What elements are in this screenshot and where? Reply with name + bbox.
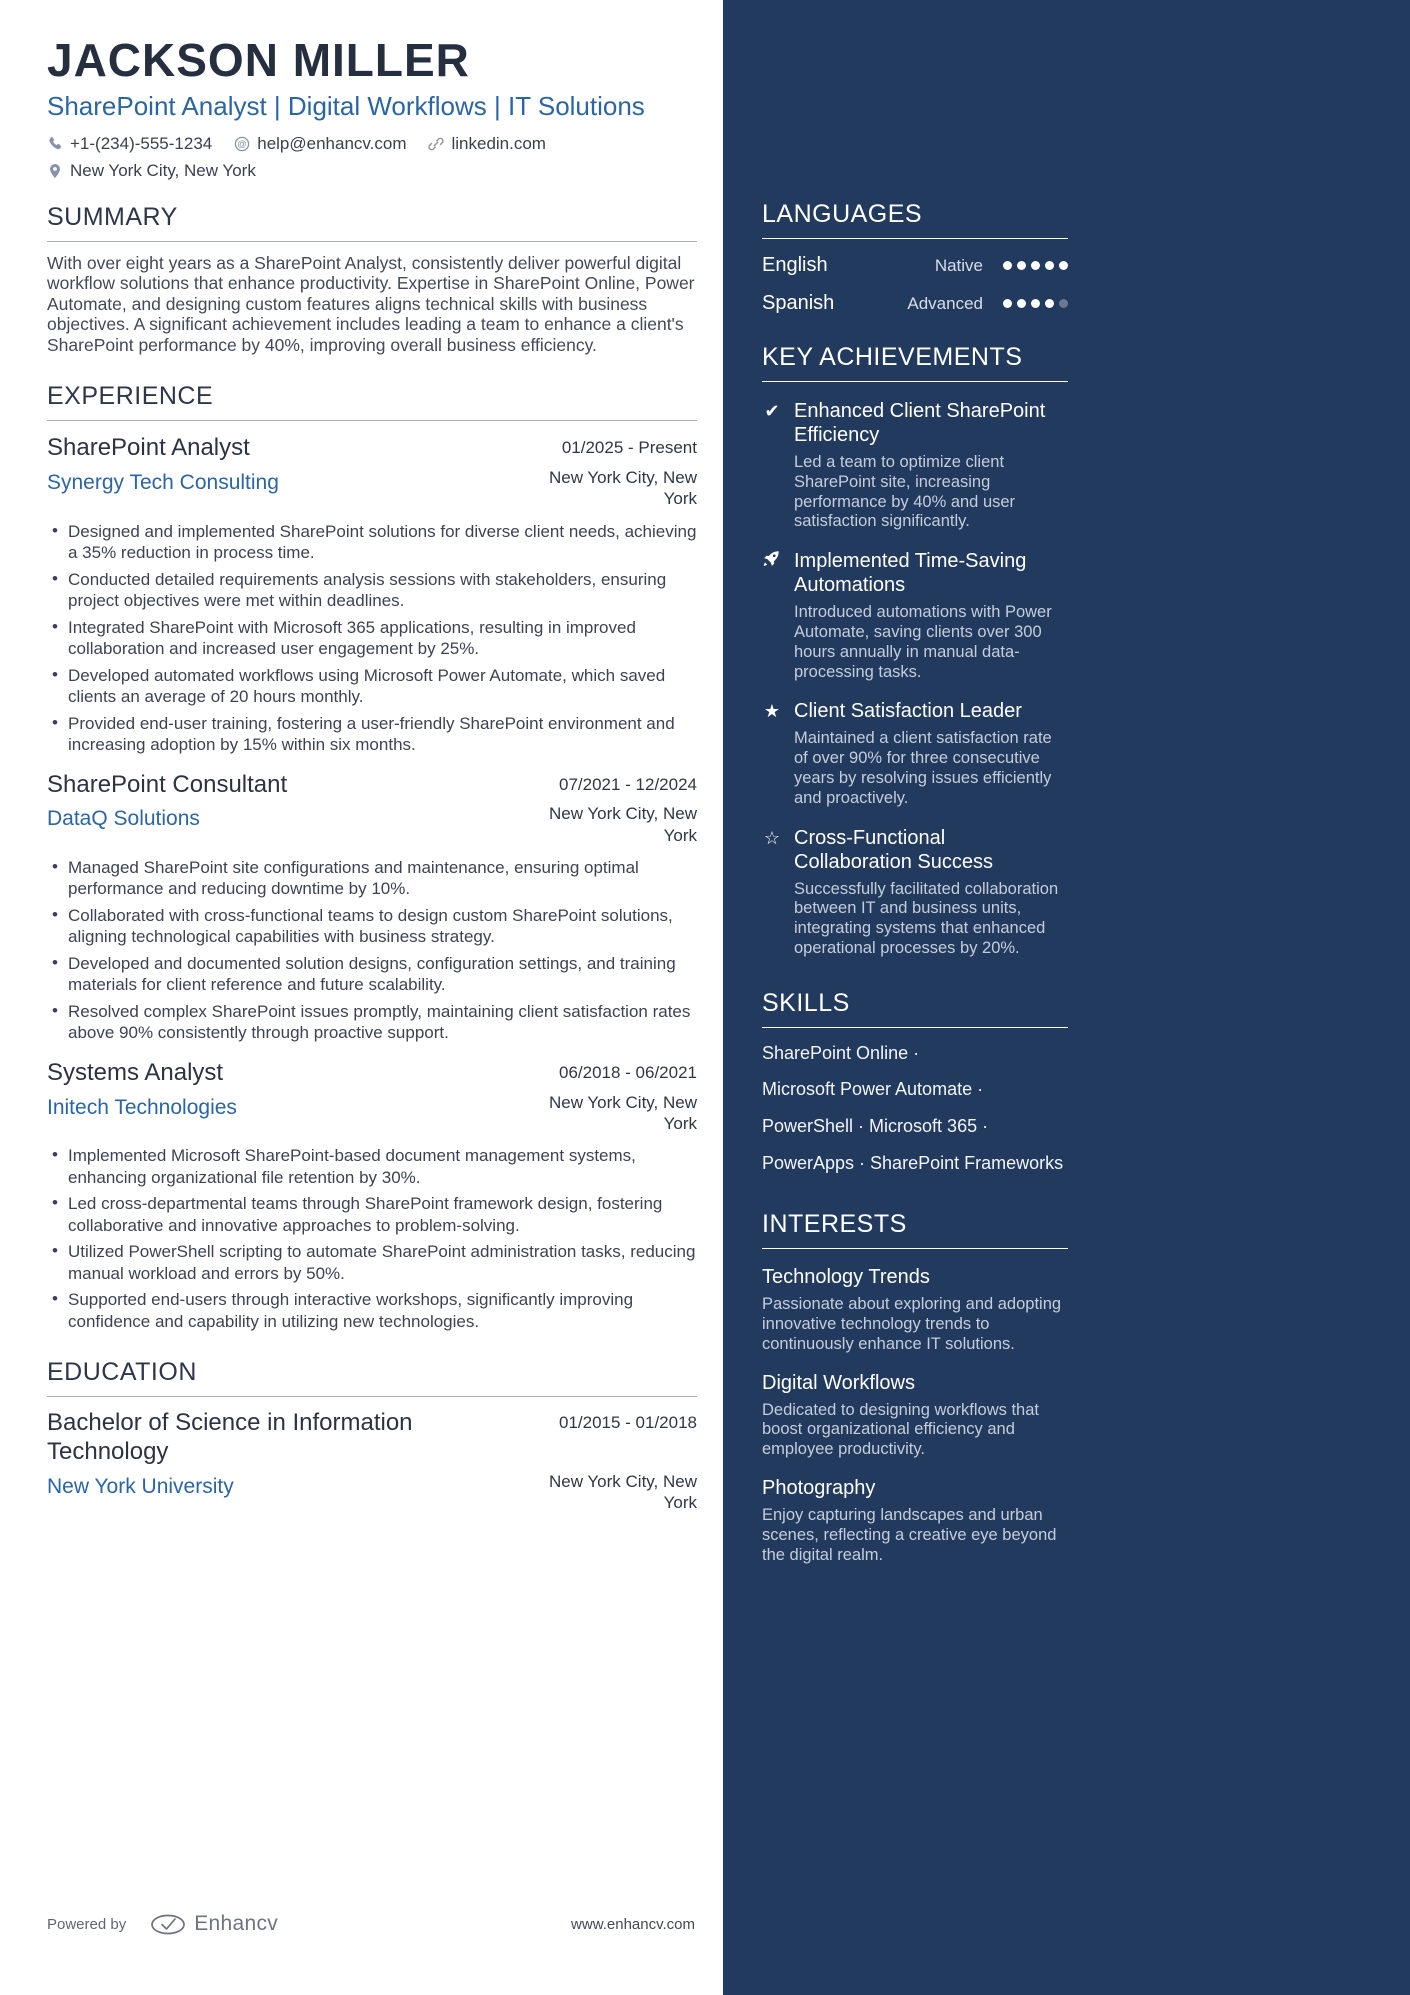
experience-item bbox=[47, 1059, 697, 1332]
dot-filled bbox=[1045, 299, 1054, 308]
language-proficiency-dots bbox=[1003, 261, 1068, 270]
skills-heading: SKILLS bbox=[762, 989, 1068, 1028]
website-url[interactable]: linkedin.com bbox=[451, 133, 546, 153]
location-pin-icon bbox=[47, 163, 63, 179]
location-text: New York City, New York bbox=[70, 160, 256, 180]
interest-text: Dedicated to designing workflows that boost organizational efficiency and employee productivity. bbox=[762, 1400, 1039, 1459]
achievement-title: Client Satisfaction Leader bbox=[794, 700, 1022, 723]
job-location: New York City, New York bbox=[548, 804, 697, 845]
email-icon bbox=[234, 136, 250, 152]
interest-item bbox=[762, 1371, 1068, 1460]
languages-heading: LANGUAGES bbox=[762, 200, 1068, 239]
job-bullets bbox=[47, 857, 697, 1044]
job-dates: 01/2025 - Present bbox=[561, 438, 697, 458]
company-name: Synergy Tech Consulting bbox=[47, 471, 279, 495]
language-item bbox=[762, 292, 1068, 315]
bullet-point: • Integrated SharePoint with Microsoft 365 applications, resulting in improved collaboration and increased user engagement by 25%. bbox=[47, 617, 697, 660]
bullet-point: • Utilized PowerShell scripting to automate SharePoint administration tasks, reducing manual workload and errors by 50%. bbox=[47, 1241, 697, 1284]
phone-icon bbox=[47, 136, 63, 152]
summary-heading: SUMMARY bbox=[47, 203, 697, 242]
achievement-text: Maintained a client satisfaction rate of over 90% for three consecutive years by resolving issues efficiently and proactively. bbox=[794, 729, 1052, 807]
star-icon: ★ bbox=[763, 701, 781, 722]
dot-filled bbox=[1017, 261, 1026, 270]
check-icon: ✔ bbox=[764, 401, 780, 421]
dot-filled bbox=[1003, 299, 1012, 308]
rocket-icon bbox=[762, 549, 782, 682]
interest-title: Digital Workflows bbox=[762, 1371, 915, 1394]
education-item bbox=[47, 1409, 697, 1513]
school-name: New York University bbox=[47, 1474, 234, 1498]
interest-text: Passionate about exploring and adopting innovative technology trends to continuously enhance IT solutions. bbox=[762, 1295, 1062, 1353]
powered-by-label: Powered by bbox=[47, 1915, 127, 1933]
contact-row bbox=[47, 134, 697, 154]
experience-item bbox=[47, 771, 697, 1044]
bullet-point: • Developed automated workflows using Microsoft Power Automate, which saved clients an average of 20 hours monthly. bbox=[47, 665, 697, 708]
email-item[interactable] bbox=[234, 134, 406, 154]
dot-filled bbox=[1031, 299, 1040, 308]
language-proficiency-dots bbox=[1003, 299, 1068, 308]
achievement-title: Enhanced Client SharePoint Efficiency bbox=[794, 400, 1046, 446]
bullet-point: • Implemented Microsoft SharePoint-based document management systems, enhancing organizational file retention by 30%. bbox=[47, 1145, 697, 1188]
interest-item bbox=[762, 1265, 1068, 1354]
svg-text:@: @ bbox=[237, 139, 248, 151]
dot-filled bbox=[1003, 261, 1012, 270]
job-bullets bbox=[47, 1145, 697, 1332]
dot-filled bbox=[1059, 261, 1068, 270]
bullet-point: • Resolved complex SharePoint issues promptly, maintaining client satisfaction rates above 90% consistently through proactive support. bbox=[47, 1001, 697, 1044]
skill-line: PowerShell · Microsoft 365 · bbox=[762, 1115, 989, 1136]
job-title: SharePoint Analyst bbox=[47, 434, 250, 462]
job-title: SharePoint Consultant bbox=[47, 770, 288, 798]
skill-line: SharePoint Online · bbox=[762, 1042, 920, 1063]
star-outline-icon: ☆ bbox=[763, 827, 781, 848]
phone-number: +1-(234)-555-1234 bbox=[70, 133, 213, 153]
achievement-text: Introduced automations with Power Automate, saving clients over 300 hours annually in manual data-processing tasks. bbox=[794, 603, 1052, 681]
job-location: New York City, New York bbox=[548, 1092, 697, 1133]
bullet-point: • Designed and implemented SharePoint solutions for diverse client needs, achieving a 35% reduction in process time. bbox=[47, 521, 697, 564]
achievement-item bbox=[762, 826, 1068, 959]
interest-text: Enjoy capturing landscapes and urban scenes, reflecting a creative eye beyond the digital realm. bbox=[762, 1505, 1057, 1564]
education-location: New York City, New York bbox=[548, 1471, 697, 1513]
achievement-title: Implemented Time-Saving Automations bbox=[794, 550, 1027, 597]
achievement-text: Successfully facilitated collaboration between IT and business units, integrating systems that enhanced operational processes by 20%. bbox=[794, 879, 1059, 957]
achievement-item bbox=[762, 699, 1068, 808]
enhancv-wordmark: Enhancv bbox=[194, 1912, 279, 1935]
bullet-point: • Conducted detailed requirements analysis sessions with stakeholders, ensuring project objectives were met within deadlines. bbox=[47, 569, 697, 612]
education-heading: EDUCATION bbox=[47, 1358, 697, 1397]
footer-url[interactable]: www.enhancv.com bbox=[571, 1915, 695, 1933]
skill-line: PowerApps · SharePoint Frameworks bbox=[762, 1152, 1064, 1173]
interest-item bbox=[762, 1476, 1068, 1565]
dot-filled bbox=[1045, 261, 1054, 270]
link-icon bbox=[428, 136, 444, 152]
experience-heading: EXPERIENCE bbox=[47, 382, 697, 421]
interest-title: Technology Trends bbox=[762, 1266, 930, 1289]
email-address[interactable]: help@enhancv.com bbox=[257, 133, 407, 153]
phone-item bbox=[47, 134, 212, 154]
resume-sidebar bbox=[723, 0, 1410, 1995]
skill-line: Microsoft Power Automate · bbox=[762, 1079, 984, 1100]
achievement-item bbox=[762, 549, 1068, 682]
dot-filled bbox=[1017, 299, 1026, 308]
language-level: Advanced bbox=[907, 293, 983, 313]
language-name: Spanish bbox=[762, 292, 835, 314]
language-level: Native bbox=[934, 255, 983, 275]
achievement-text: Led a team to optimize client SharePoint site, increasing performance by 40% and user satisfaction significantly. bbox=[794, 453, 1016, 531]
summary-text: With over eight years as a SharePoint Analyst, consistently deliver powerful digital workflow solutions that enhance productivity. Expertise in SharePoint Online, Power Automate, and designing custom features aligns technical skills with business objectives. A significant achievement includes leading a team to enhance a client's SharePoint performance by 40%, improving overall business efficiency. bbox=[47, 252, 695, 355]
language-name: English bbox=[762, 254, 828, 276]
website-item[interactable] bbox=[428, 134, 546, 154]
interests-heading: INTERESTS bbox=[762, 1210, 1068, 1249]
interest-title: Photography bbox=[762, 1476, 876, 1499]
page-footer bbox=[47, 1912, 695, 1936]
company-name: DataQ Solutions bbox=[47, 807, 200, 831]
bullet-point: • Provided end-user training, fostering a user-friendly SharePoint environment and increasing adoption by 15% within six months. bbox=[47, 713, 697, 756]
experience-item bbox=[47, 434, 697, 755]
job-dates: 06/2018 - 06/2021 bbox=[558, 1062, 697, 1082]
person-name: JACKSON MILLER bbox=[47, 34, 470, 86]
location-row bbox=[47, 161, 697, 181]
company-name: Initech Technologies bbox=[47, 1095, 237, 1119]
degree-title: Bachelor of Science in Information Technology bbox=[47, 1409, 413, 1466]
job-location: New York City, New York bbox=[548, 468, 697, 509]
location-item bbox=[47, 161, 256, 181]
dot-filled bbox=[1031, 261, 1040, 270]
job-title: Systems Analyst bbox=[47, 1058, 224, 1086]
language-item bbox=[762, 254, 1068, 277]
education-dates: 01/2015 - 01/2018 bbox=[558, 1413, 697, 1433]
bullet-point: • Supported end-users through interactive workshops, significantly improving confidence and capability in utilizing new technologies. bbox=[47, 1289, 697, 1332]
job-dates: 07/2021 - 12/2024 bbox=[558, 774, 697, 794]
bullet-point: • Developed and documented solution designs, configuration settings, and training materials for client reference and future scalability. bbox=[47, 953, 697, 996]
dot-empty bbox=[1059, 299, 1068, 308]
bullet-point: • Led cross-departmental teams through SharePoint framework design, fostering collaborative and innovative approaches to problem-solving. bbox=[47, 1193, 697, 1236]
job-bullets bbox=[47, 521, 697, 756]
achievement-title: Cross-Functional Collaboration Success bbox=[794, 826, 993, 873]
enhancv-logo-icon bbox=[150, 1914, 186, 1935]
bullet-point: • Managed SharePoint site configurations and maintenance, ensuring optimal performance and reducing downtime by 10%. bbox=[47, 857, 697, 900]
bullet-point: • Collaborated with cross-functional teams to design custom SharePoint solutions, aligning technological capabilities with business strategy. bbox=[47, 905, 697, 948]
achievements-heading: KEY ACHIEVEMENTS bbox=[762, 343, 1068, 382]
person-headline: SharePoint Analyst | Digital Workflows | IT Solutions bbox=[47, 90, 645, 121]
achievement-item bbox=[762, 399, 1068, 532]
